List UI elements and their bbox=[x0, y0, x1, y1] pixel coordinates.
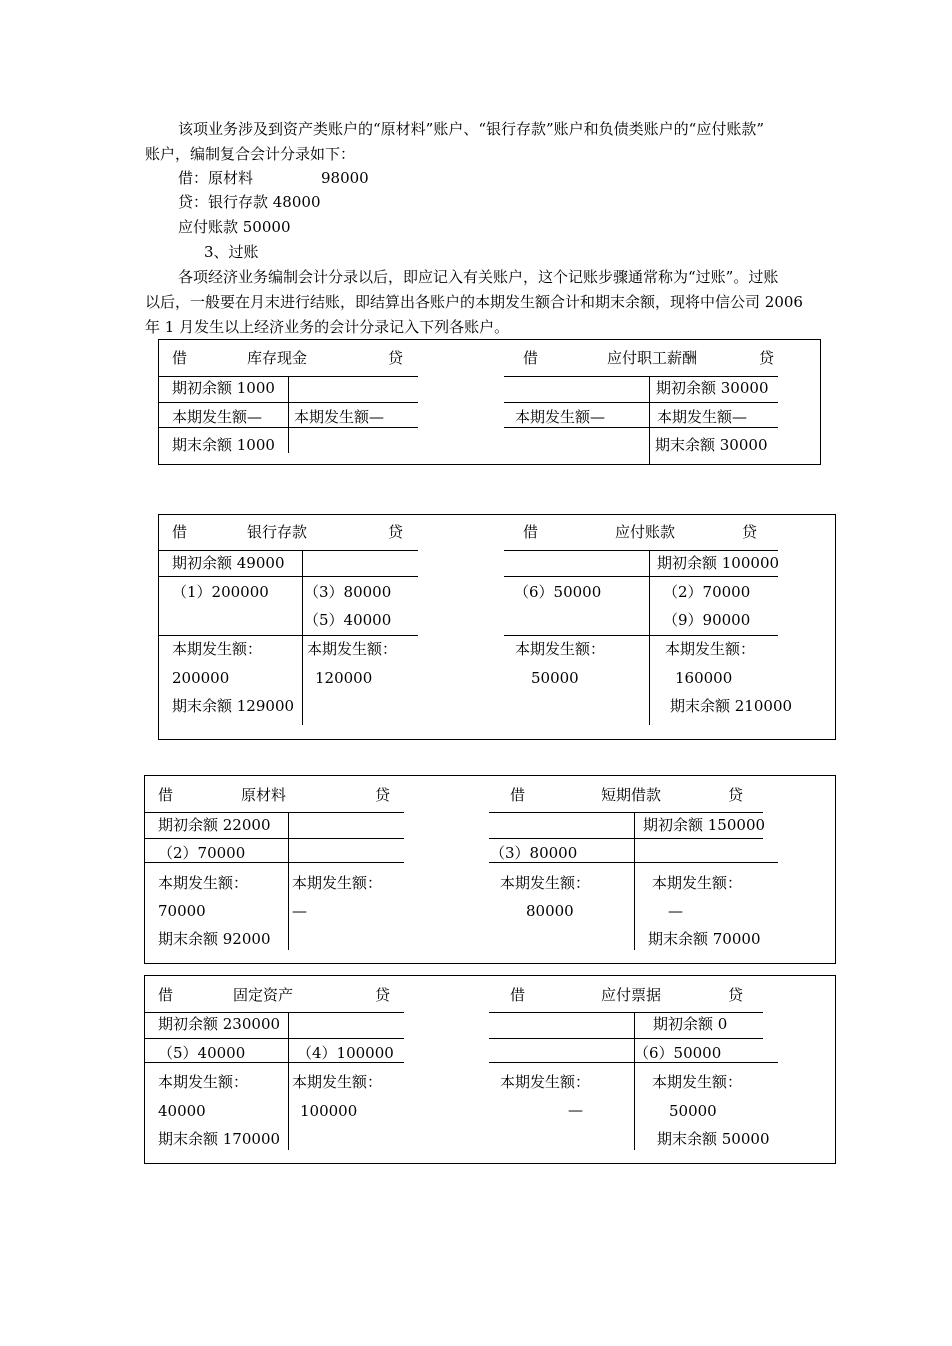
t-account-divider bbox=[288, 377, 289, 453]
paragraph-line-3: 年 1 月发生以上经济业务的会计分录记入下列各账户。 bbox=[145, 318, 510, 336]
debit-period-total: 本期发生额— bbox=[172, 408, 263, 426]
debit-entry-amount: 98000 bbox=[321, 169, 369, 187]
credit-entry: （5）40000 bbox=[304, 611, 392, 629]
t-account-divider bbox=[649, 377, 650, 464]
credit-period-total: 本期发生额— bbox=[657, 408, 748, 426]
row-line bbox=[504, 402, 778, 403]
opening-balance: 期初余额 49000 bbox=[172, 554, 285, 572]
row-line bbox=[145, 1038, 404, 1039]
credit-period-total-label: 本期发生额： bbox=[307, 640, 398, 658]
credit-period-total: 160000 bbox=[675, 669, 733, 687]
debit-entry: （6）50000 bbox=[514, 583, 602, 601]
debit-period-total: 80000 bbox=[526, 902, 574, 920]
debit-label: 借 bbox=[158, 986, 174, 1004]
credit-label: 贷 bbox=[388, 523, 404, 541]
credit-label: 贷 bbox=[759, 349, 775, 367]
opening-balance: 期初余额 100000 bbox=[657, 554, 780, 572]
opening-balance: 期初余额 1000 bbox=[172, 379, 275, 397]
credit-entry-1: 贷：银行存款 48000 bbox=[178, 193, 321, 211]
credit-period-total: 50000 bbox=[669, 1102, 717, 1120]
closing-balance: 期末余额 50000 bbox=[657, 1130, 770, 1148]
credit-entry-2: 应付账款 50000 bbox=[178, 218, 291, 236]
debit-period-total-label: 本期发生额： bbox=[158, 1073, 249, 1091]
credit-label: 贷 bbox=[375, 986, 391, 1004]
debit-entry: （2）70000 bbox=[158, 844, 246, 862]
opening-balance: 期初余额 150000 bbox=[643, 816, 766, 834]
row-line bbox=[489, 1038, 763, 1039]
paragraph-line-2: 以后，一般要在月末进行结账，即结算出各账户的本期发生额合计和期末余额，现将中信公司 2006 bbox=[145, 293, 803, 311]
opening-balance: 期初余额 230000 bbox=[158, 1015, 281, 1033]
account-title-shortloan: 短期借款 bbox=[601, 786, 662, 804]
credit-period-total: — bbox=[292, 902, 307, 920]
closing-balance: 期末余额 92000 bbox=[158, 930, 271, 948]
t-account-line bbox=[489, 1012, 763, 1013]
debit-label: 借 bbox=[158, 786, 174, 804]
t-account-divider bbox=[634, 813, 635, 950]
intro-line-2: 账户，编制复合会计分录如下： bbox=[145, 145, 356, 163]
credit-period-total-label: 本期发生额： bbox=[665, 640, 756, 658]
closing-balance: 期末余额 1000 bbox=[172, 436, 275, 454]
debit-label: 借 bbox=[172, 349, 188, 367]
closing-balance: 期末余额 210000 bbox=[670, 697, 793, 715]
credit-entry: （4）100000 bbox=[297, 1044, 394, 1062]
debit-period-total: 50000 bbox=[531, 669, 579, 687]
debit-entry: （1）200000 bbox=[172, 583, 269, 601]
debit-period-total-label: 本期发生额： bbox=[515, 640, 606, 658]
debit-label: 借 bbox=[523, 523, 539, 541]
account-title-materials: 原材料 bbox=[241, 786, 287, 804]
credit-period-total: 120000 bbox=[315, 669, 373, 687]
credit-period-total: — bbox=[668, 902, 683, 920]
row-line bbox=[159, 576, 418, 577]
row-line bbox=[504, 427, 778, 428]
opening-balance: 期初余额 22000 bbox=[158, 816, 271, 834]
debit-period-total: — bbox=[568, 1101, 583, 1119]
paragraph-line-1: 各项经济业务编制会计分录以后，即应记入有关账户，这个记账步骤通常称为“过账”。过账 bbox=[178, 268, 779, 286]
account-title-notes-payable: 应付票据 bbox=[601, 986, 662, 1004]
account-title-bank: 银行存款 bbox=[247, 523, 308, 541]
row-line bbox=[489, 838, 763, 839]
debit-entry-label: 借：原材料 bbox=[178, 169, 254, 187]
credit-period-total: 100000 bbox=[300, 1102, 358, 1120]
closing-balance: 期末余额 170000 bbox=[158, 1130, 281, 1148]
credit-entry: （9）90000 bbox=[663, 611, 751, 629]
row-line bbox=[145, 1062, 404, 1063]
credit-label: 贷 bbox=[728, 786, 744, 804]
row-line bbox=[504, 576, 778, 577]
t-account-line bbox=[504, 550, 778, 551]
account-title-payables: 应付账款 bbox=[615, 523, 676, 541]
t-account-line bbox=[145, 812, 404, 813]
credit-period-total-label: 本期发生额： bbox=[652, 1073, 743, 1091]
debit-label: 借 bbox=[510, 786, 526, 804]
closing-balance: 期末余额 70000 bbox=[648, 930, 761, 948]
t-account-divider bbox=[649, 551, 650, 725]
debit-period-total: 70000 bbox=[158, 902, 206, 920]
debit-period-total-label: 本期发生额： bbox=[500, 1073, 591, 1091]
credit-period-total-label: 本期发生额： bbox=[292, 874, 383, 892]
row-line bbox=[145, 862, 404, 863]
row-line bbox=[145, 838, 404, 839]
row-line bbox=[504, 635, 778, 636]
debit-period-total-label: 本期发生额： bbox=[500, 874, 591, 892]
credit-period-total-label: 本期发生额： bbox=[652, 874, 743, 892]
credit-period-total: 本期发生额— bbox=[294, 408, 385, 426]
account-title-wages: 应付职工薪酬 bbox=[607, 349, 698, 367]
credit-entry: （2）70000 bbox=[663, 583, 751, 601]
closing-balance: 期末余额 30000 bbox=[655, 436, 768, 454]
t-account-divider bbox=[288, 813, 289, 950]
t-account-divider bbox=[288, 1013, 289, 1150]
row-line bbox=[159, 402, 418, 403]
t-account-divider bbox=[302, 551, 303, 725]
debit-period-total-label: 本期发生额： bbox=[172, 640, 263, 658]
debit-period-total: 200000 bbox=[172, 669, 230, 687]
row-line bbox=[159, 635, 418, 636]
debit-entry: （3）80000 bbox=[490, 844, 578, 862]
t-account-line bbox=[145, 1012, 404, 1013]
credit-label: 贷 bbox=[742, 523, 758, 541]
closing-balance: 期末余额 129000 bbox=[172, 697, 295, 715]
credit-label: 贷 bbox=[728, 986, 744, 1004]
row-line bbox=[489, 1062, 778, 1063]
debit-period-total: 本期发生额— bbox=[515, 408, 606, 426]
section-heading: 3、过账 bbox=[204, 243, 259, 261]
t-account-line bbox=[159, 550, 418, 551]
t-account-divider bbox=[634, 1013, 635, 1150]
t-account-line bbox=[504, 376, 778, 377]
opening-balance: 期初余额 0 bbox=[653, 1015, 728, 1033]
row-line bbox=[159, 427, 418, 428]
credit-label: 贷 bbox=[388, 349, 404, 367]
debit-label: 借 bbox=[510, 986, 526, 1004]
debit-period-total: 40000 bbox=[158, 1102, 206, 1120]
row-line bbox=[489, 862, 778, 863]
account-title-cash: 库存现金 bbox=[247, 349, 308, 367]
credit-entry: （6）50000 bbox=[634, 1044, 722, 1062]
intro-line-1: 该项业务涉及到资产类账户的“原材料”账户、“银行存款”账户和负债类账户的“应付账款” bbox=[178, 120, 765, 138]
opening-balance: 期初余额 30000 bbox=[656, 379, 769, 397]
credit-period-total-label: 本期发生额： bbox=[292, 1073, 383, 1091]
debit-label: 借 bbox=[172, 523, 188, 541]
debit-period-total-label: 本期发生额： bbox=[158, 874, 249, 892]
t-account-line bbox=[489, 812, 763, 813]
credit-label: 贷 bbox=[375, 786, 391, 804]
account-title-fixed-assets: 固定资产 bbox=[233, 986, 294, 1004]
debit-label: 借 bbox=[523, 349, 539, 367]
debit-entry: （5）40000 bbox=[158, 1044, 246, 1062]
credit-entry: （3）80000 bbox=[304, 583, 392, 601]
